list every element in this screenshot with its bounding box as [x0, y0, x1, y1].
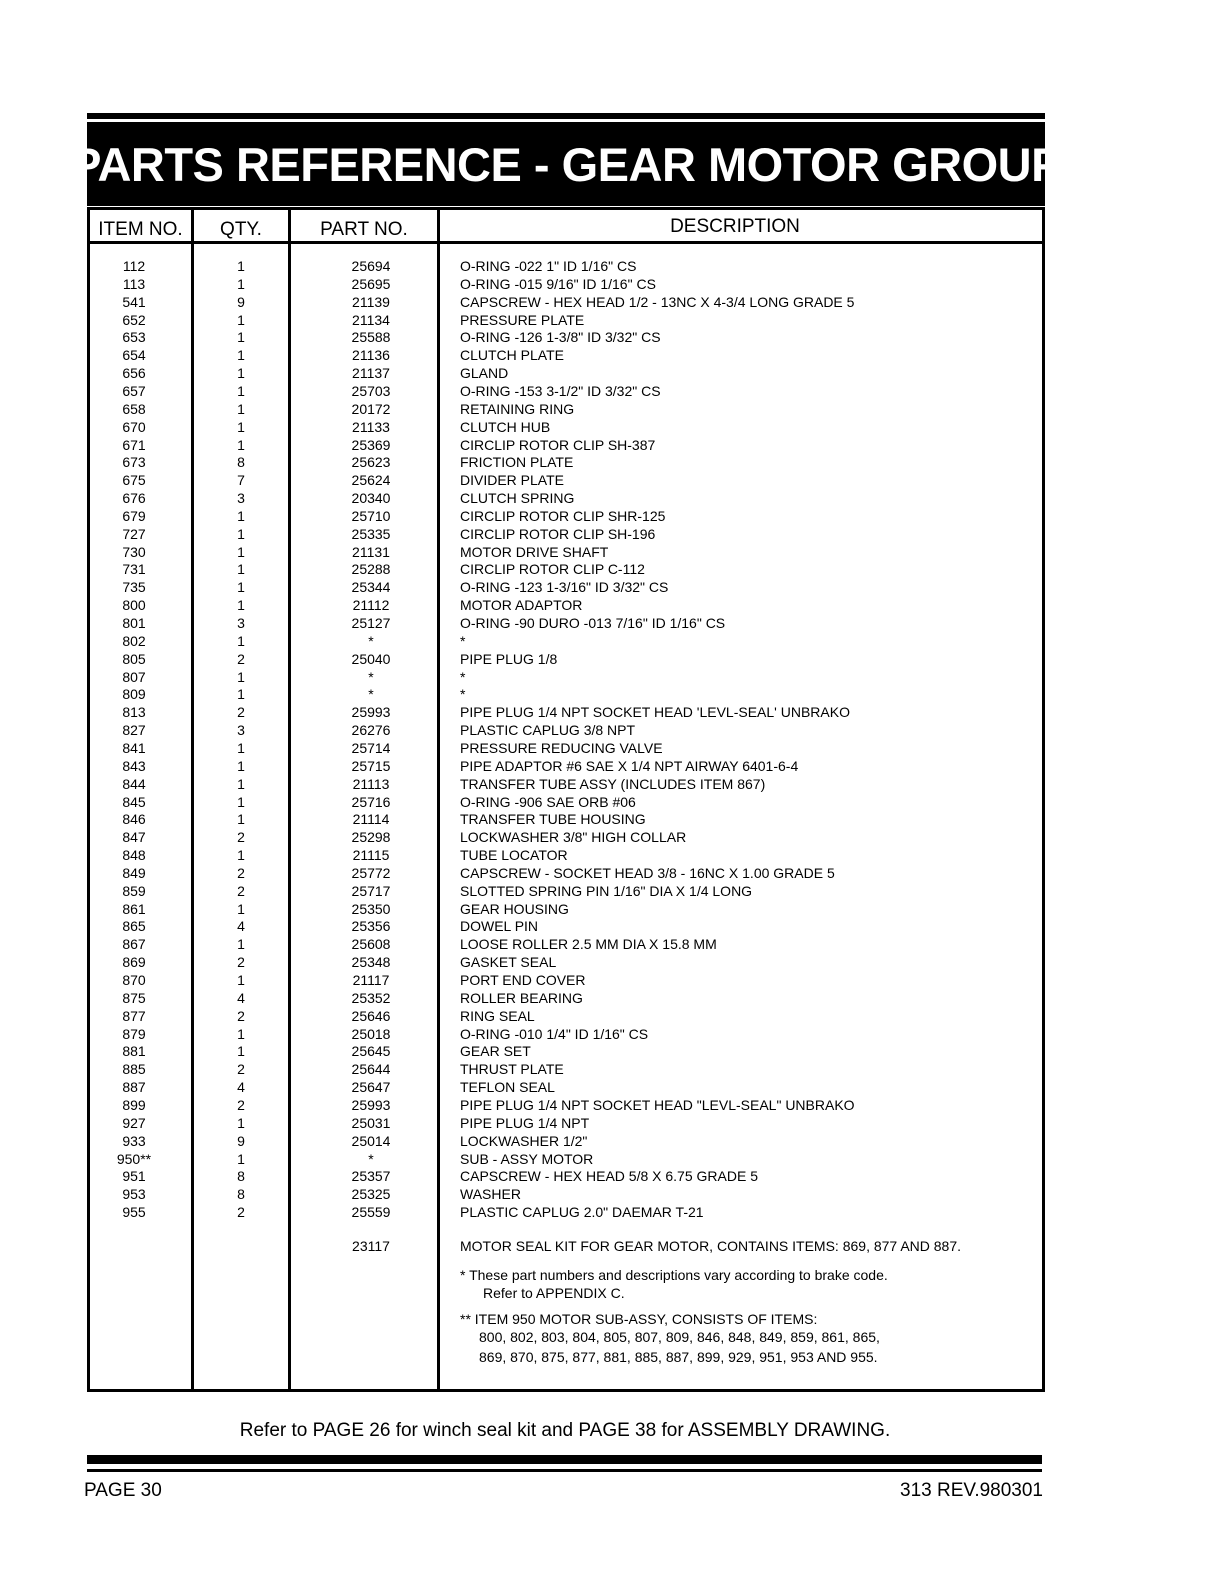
- table-row: [0, 1043, 1224, 1061]
- part-no-cell: *: [368, 1150, 374, 1167]
- part-no-cell: *: [368, 668, 374, 685]
- item-no-cell: 727: [122, 525, 146, 542]
- table-row: [0, 954, 1224, 972]
- part-no-cell: 25335: [351, 525, 391, 542]
- description-cell: TUBE LOCATOR: [460, 847, 568, 864]
- part-no-cell: 25646: [351, 1007, 391, 1024]
- table-row: [0, 740, 1224, 758]
- item-no-cell: 870: [122, 972, 146, 988]
- description-cell: *: [460, 668, 466, 685]
- description-cell: RING SEAL: [460, 1007, 535, 1024]
- bottom-rule-thin: [87, 1469, 1042, 1472]
- item-no-cell: 859: [122, 882, 146, 899]
- page-number: PAGE 30: [84, 1480, 162, 1501]
- part-no-cell: 21134: [352, 311, 390, 328]
- qty-cell: 1: [237, 311, 245, 328]
- qty-cell: 1: [237, 347, 245, 364]
- table-row: [0, 508, 1224, 526]
- part-no-cell: 25298: [351, 829, 391, 846]
- table-row: [0, 383, 1224, 401]
- table-row: [0, 686, 1224, 704]
- item-no-cell: 653: [122, 329, 146, 346]
- table-row: [0, 437, 1224, 455]
- qty-cell: 2: [237, 1061, 245, 1078]
- kit-part-no: 23117: [352, 1238, 390, 1254]
- item-no-cell: 885: [122, 1061, 146, 1078]
- qty-cell: 2: [237, 954, 245, 971]
- qty-cell: 3: [237, 615, 245, 631]
- qty-cell: 1: [237, 579, 245, 596]
- qty-cell: 1: [237, 400, 245, 417]
- part-no-cell: 21133: [352, 418, 390, 435]
- qty-cell: 3: [237, 722, 245, 739]
- description-cell: CLUTCH PLATE: [460, 347, 564, 364]
- qty-cell: 4: [237, 918, 245, 935]
- qty-cell: 2: [237, 882, 245, 899]
- page-title: PARTS REFERENCE - GEAR MOTOR GROUP: [70, 137, 1062, 191]
- table-row: [0, 1151, 1224, 1169]
- description-cell: CAPSCREW - HEX HEAD 1/2 - 13NC X 4-3/4 LONG GRADE 5: [460, 293, 855, 310]
- qty-cell: 1: [237, 275, 245, 292]
- item-no-cell: 899: [122, 1096, 146, 1113]
- table-row: [0, 990, 1224, 1008]
- description-cell: DOWEL PIN: [460, 918, 539, 935]
- part-no-cell: 25772: [351, 864, 391, 881]
- part-no-cell: 25344: [351, 579, 391, 596]
- description-cell: CLUTCH HUB: [460, 418, 551, 435]
- table-row: [0, 811, 1224, 829]
- description-cell: CIRCLIP ROTOR CLIP SH-387: [460, 436, 656, 453]
- header-description: DESCRIPTION: [670, 216, 800, 237]
- table-row: [0, 918, 1224, 936]
- part-no-cell: 25588: [351, 329, 391, 346]
- description-cell: LOOSE ROLLER 2.5 MM DIA X 15.8 MM: [460, 936, 717, 953]
- part-no-cell: 25714: [351, 739, 391, 756]
- table-row: [0, 1204, 1224, 1222]
- item-no-cell: 846: [122, 811, 146, 828]
- item-no-cell: 113: [122, 275, 146, 292]
- part-no-cell: 25710: [351, 507, 391, 524]
- description-cell: O-RING -022 1" ID 1/16" CS: [460, 258, 637, 274]
- qty-cell: 1: [237, 1150, 245, 1167]
- qty-cell: 2: [237, 829, 245, 846]
- table-row: [0, 972, 1224, 990]
- table-row: [0, 419, 1224, 437]
- table-row: [0, 847, 1224, 865]
- description-cell: PORT END COVER: [460, 972, 586, 988]
- part-no-cell: 25993: [351, 1096, 391, 1113]
- qty-cell: 2: [237, 1096, 245, 1113]
- qty-cell: 2: [237, 1204, 245, 1221]
- part-no-cell: 25031: [351, 1114, 391, 1131]
- description-cell: CIRCLIP ROTOR CLIP SH-196: [460, 525, 656, 542]
- part-no-cell: 25357: [351, 1168, 391, 1185]
- description-cell: SUB - ASSY MOTOR: [460, 1150, 594, 1167]
- qty-cell: 1: [237, 543, 245, 560]
- description-cell: TRANSFER TUBE HOUSING: [460, 811, 646, 828]
- part-no-cell: 21136: [352, 347, 390, 364]
- part-no-cell: 25288: [351, 561, 391, 578]
- part-no-cell: 25369: [351, 436, 391, 453]
- table-row: [0, 794, 1224, 812]
- description-cell: PRESSURE REDUCING VALVE: [460, 739, 663, 756]
- qty-cell: 9: [237, 1132, 245, 1149]
- table-row: [0, 1008, 1224, 1026]
- part-no-cell: 25703: [351, 382, 391, 399]
- qty-cell: 4: [237, 1079, 245, 1096]
- kit-row: [0, 1238, 1224, 1256]
- item-no-cell: 809: [122, 686, 146, 703]
- table-row: [0, 865, 1224, 883]
- qty-cell: 1: [237, 900, 245, 917]
- table-row: [0, 829, 1224, 847]
- table-row: [0, 883, 1224, 901]
- table-row: [0, 651, 1224, 669]
- part-no-cell: 25014: [351, 1132, 391, 1149]
- item-no-cell: 845: [122, 793, 146, 810]
- qty-cell: 4: [237, 989, 245, 1006]
- part-no-cell: 21112: [352, 597, 390, 614]
- description-cell: DIVIDER PLATE: [460, 472, 564, 489]
- item-no-cell: 673: [122, 454, 146, 471]
- description-cell: PIPE PLUG 1/4 NPT SOCKET HEAD "LEVL-SEAL" UNBRAKO: [460, 1096, 855, 1113]
- item-no-cell: 950**: [116, 1150, 152, 1167]
- item-no-cell: 657: [122, 382, 146, 399]
- item-no-cell: 656: [122, 365, 146, 382]
- part-no-cell: 25040: [351, 650, 391, 667]
- item-no-cell: 955: [122, 1204, 146, 1221]
- qty-cell: 1: [237, 793, 245, 810]
- qty-cell: 1: [237, 418, 245, 435]
- description-cell: PIPE PLUG 1/4 NPT: [460, 1114, 590, 1131]
- description-cell: MOTOR DRIVE SHAFT: [460, 543, 609, 560]
- table-row: [0, 669, 1224, 687]
- part-no-cell: 25018: [351, 1025, 391, 1042]
- table-row: [0, 561, 1224, 579]
- qty-cell: 1: [237, 739, 245, 756]
- part-no-cell: 21131: [352, 543, 390, 560]
- qty-cell: 1: [237, 507, 245, 524]
- item-no-cell: 652: [122, 311, 146, 328]
- asterisk-note-line2: Refer to APPENDIX C.: [483, 1285, 625, 1301]
- description-cell: PLASTIC CAPLUG 3/8 NPT: [460, 722, 636, 739]
- part-no-cell: 25715: [351, 757, 391, 774]
- description-cell: O-RING -90 DURO -013 7/16" ID 1/16" CS: [460, 615, 726, 631]
- table-row: [0, 758, 1224, 776]
- part-no-cell: *: [368, 686, 374, 703]
- item-no-cell: 805: [122, 650, 146, 667]
- part-no-cell: 25127: [351, 615, 391, 631]
- qty-cell: 2: [237, 650, 245, 667]
- part-no-cell: 25716: [351, 793, 391, 810]
- qty-cell: 1: [237, 258, 245, 274]
- part-no-cell: 25624: [351, 472, 391, 489]
- qty-cell: 2: [237, 864, 245, 881]
- table-row: [0, 704, 1224, 722]
- qty-cell: 1: [237, 972, 245, 988]
- header-part-no: PART NO.: [320, 219, 408, 240]
- part-no-cell: 20340: [351, 490, 391, 507]
- description-cell: PIPE PLUG 1/4 NPT SOCKET HEAD 'LEVL-SEAL' UNBRAKO: [460, 704, 850, 721]
- description-cell: TRANSFER TUBE ASSY (INCLUDES ITEM 867): [460, 775, 766, 792]
- item-no-cell: 675: [122, 472, 146, 489]
- part-no-cell: 25559: [351, 1204, 391, 1221]
- qty-cell: 1: [237, 561, 245, 578]
- description-cell: CIRCLIP ROTOR CLIP C-112: [460, 561, 645, 578]
- item-no-cell: 541: [122, 293, 146, 310]
- description-cell: CAPSCREW - SOCKET HEAD 3/8 - 16NC X 1.00 GRADE 5: [460, 864, 835, 881]
- table-row: [0, 472, 1224, 490]
- description-cell: CAPSCREW - HEX HEAD 5/8 X 6.75 GRADE 5: [460, 1168, 758, 1185]
- part-no-cell: 21114: [352, 811, 390, 828]
- table-row: [0, 901, 1224, 919]
- qty-cell: 1: [237, 757, 245, 774]
- description-cell: PLASTIC CAPLUG 2.0" DAEMAR T-21: [460, 1204, 704, 1221]
- part-no-cell: 25352: [351, 989, 391, 1006]
- description-cell: GEAR SET: [460, 1043, 531, 1060]
- item-no-cell: 827: [122, 722, 146, 739]
- item-no-cell: 953: [122, 1186, 146, 1203]
- table-row: [0, 1097, 1224, 1115]
- description-cell: O-RING -906 SAE ORB #06: [460, 793, 636, 810]
- item-no-cell: 800: [122, 597, 146, 614]
- table-row: [0, 544, 1224, 562]
- item-no-cell: 658: [122, 400, 146, 417]
- item-no-cell: 881: [122, 1043, 146, 1060]
- part-no-cell: 25348: [351, 954, 391, 971]
- description-cell: WASHER: [460, 1186, 521, 1203]
- double-asterisk-note-line1: ** ITEM 950 MOTOR SUB-ASSY, CONSISTS OF ITEMS:: [460, 1311, 818, 1327]
- part-no-cell: 21115: [352, 847, 390, 864]
- part-no-cell: 21117: [352, 972, 390, 988]
- table-row: [0, 329, 1224, 347]
- description-cell: GASKET SEAL: [460, 954, 557, 971]
- item-no-cell: 802: [122, 632, 146, 649]
- table-row: [0, 258, 1224, 276]
- part-no-cell: 21139: [352, 293, 390, 310]
- qty-cell: 7: [237, 472, 245, 489]
- qty-cell: 1: [237, 365, 245, 382]
- qty-cell: 1: [237, 686, 245, 703]
- table-row: [0, 294, 1224, 312]
- description-cell: TEFLON SEAL: [460, 1079, 555, 1096]
- part-no-cell: 25717: [351, 882, 391, 899]
- item-no-cell: 933: [122, 1132, 146, 1149]
- description-cell: O-RING -010 1/4" ID 1/16" CS: [460, 1025, 649, 1042]
- part-no-cell: 25623: [351, 454, 391, 471]
- part-no-cell: 25694: [351, 258, 391, 274]
- description-cell: PIPE PLUG 1/8: [460, 650, 558, 667]
- bottom-rule-thick: [87, 1455, 1042, 1464]
- qty-cell: 1: [237, 525, 245, 542]
- qty-cell: 1: [237, 632, 245, 649]
- part-no-cell: 25350: [351, 900, 391, 917]
- table-row: [0, 597, 1224, 615]
- table-row: [0, 1186, 1224, 1204]
- table-row: [0, 1168, 1224, 1186]
- table-row: [0, 312, 1224, 330]
- item-no-cell: 841: [122, 739, 146, 756]
- item-no-cell: 847: [122, 829, 146, 846]
- item-no-cell: 867: [122, 936, 146, 953]
- qty-cell: 9: [237, 293, 245, 310]
- table-row: [0, 579, 1224, 597]
- title-banner: [70, 122, 1062, 206]
- item-no-cell: 801: [122, 615, 146, 631]
- kit-description: MOTOR SEAL KIT FOR GEAR MOTOR, CONTAINS ITEMS: 869, 877 AND 887.: [460, 1238, 962, 1254]
- item-no-cell: 676: [122, 490, 146, 507]
- description-cell: THRUST PLATE: [460, 1061, 564, 1078]
- qty-cell: 1: [237, 329, 245, 346]
- double-asterisk-note-line3: 869, 870, 875, 877, 881, 885, 887, 899, 929, 951, 953 AND 955.: [479, 1349, 878, 1365]
- header-divider: [87, 241, 1045, 244]
- qty-cell: 1: [237, 1025, 245, 1042]
- description-cell: O-RING -126 1-3/8" ID 3/32" CS: [460, 329, 661, 346]
- part-no-cell: 21137: [352, 365, 390, 382]
- top-rule: [87, 113, 1045, 119]
- table-row: [0, 1079, 1224, 1097]
- table-row: [0, 454, 1224, 472]
- item-no-cell: 730: [122, 543, 146, 560]
- item-no-cell: 731: [122, 561, 146, 578]
- item-no-cell: 887: [122, 1079, 146, 1096]
- item-no-cell: 671: [122, 436, 146, 453]
- item-no-cell: 735: [122, 579, 146, 596]
- description-cell: FRICTION PLATE: [460, 454, 574, 471]
- table-row: [0, 490, 1224, 508]
- description-cell: *: [460, 632, 466, 649]
- qty-cell: 1: [237, 597, 245, 614]
- item-no-cell: 807: [122, 668, 146, 685]
- item-no-cell: 112: [122, 258, 146, 274]
- item-no-cell: 848: [122, 847, 146, 864]
- description-cell: GEAR HOUSING: [460, 900, 569, 917]
- part-no-cell: 25647: [351, 1079, 391, 1096]
- asterisk-note-line1: * These part numbers and descriptions vary according to brake code.: [460, 1267, 888, 1283]
- description-cell: MOTOR ADAPTOR: [460, 597, 583, 614]
- item-no-cell: 879: [122, 1025, 146, 1042]
- part-no-cell: 21113: [352, 775, 390, 792]
- qty-cell: 8: [237, 1168, 245, 1185]
- part-no-cell: 25695: [351, 275, 391, 292]
- table-row: [0, 365, 1224, 383]
- part-no-cell: 26276: [351, 722, 391, 739]
- qty-cell: 2: [237, 704, 245, 721]
- qty-cell: 1: [237, 847, 245, 864]
- table-row: [0, 401, 1224, 419]
- header-item-no: ITEM NO.: [98, 219, 183, 240]
- description-cell: O-RING -123 1-3/16" ID 3/32" CS: [460, 579, 669, 596]
- item-no-cell: 679: [122, 507, 146, 524]
- description-cell: CLUTCH SPRING: [460, 490, 575, 507]
- item-no-cell: 927: [122, 1114, 146, 1131]
- part-no-cell: 25356: [351, 918, 391, 935]
- description-cell: SLOTTED SPRING PIN 1/16" DIA X 1/4 LONG: [460, 882, 753, 899]
- description-cell: GLAND: [460, 365, 509, 382]
- description-cell: RETAINING RING: [460, 400, 575, 417]
- qty-cell: 1: [237, 936, 245, 953]
- qty-cell: 8: [237, 1186, 245, 1203]
- qty-cell: 1: [237, 382, 245, 399]
- qty-cell: 1: [237, 1114, 245, 1131]
- item-no-cell: 869: [122, 954, 146, 971]
- description-cell: *: [460, 686, 466, 703]
- qty-cell: 1: [237, 811, 245, 828]
- header-qty: QTY.: [220, 219, 262, 240]
- description-cell: O-RING -015 9/16" ID 1/16" CS: [460, 275, 656, 292]
- description-cell: PRESSURE PLATE: [460, 311, 585, 328]
- item-no-cell: 849: [122, 864, 146, 881]
- table-row: [0, 1115, 1224, 1133]
- qty-cell: 3: [237, 490, 245, 507]
- qty-cell: 1: [237, 1043, 245, 1060]
- item-no-cell: 670: [122, 418, 146, 435]
- item-no-cell: 865: [122, 918, 146, 935]
- description-cell: CIRCLIP ROTOR CLIP SHR-125: [460, 507, 666, 524]
- table-row: [0, 936, 1224, 954]
- table-row: [0, 347, 1224, 365]
- item-no-cell: 844: [122, 775, 146, 792]
- part-no-cell: 25644: [351, 1061, 391, 1078]
- item-no-cell: 654: [122, 347, 146, 364]
- revision-code: 313 REV.980301: [900, 1480, 1043, 1501]
- part-no-cell: 25325: [351, 1186, 391, 1203]
- qty-cell: 8: [237, 454, 245, 471]
- item-no-cell: 843: [122, 757, 146, 774]
- qty-cell: 2: [237, 1007, 245, 1024]
- table-row: [0, 1061, 1224, 1079]
- table-row: [0, 615, 1224, 633]
- item-no-cell: 861: [122, 900, 146, 917]
- table-row: [0, 1133, 1224, 1151]
- double-asterisk-note-line2: 800, 802, 803, 804, 805, 807, 809, 846, 848, 849, 859, 861, 865,: [479, 1329, 880, 1345]
- part-no-cell: 25608: [351, 936, 391, 953]
- part-no-cell: *: [368, 632, 374, 649]
- description-cell: LOCKWASHER 3/8" HIGH COLLAR: [460, 829, 687, 846]
- qty-cell: 1: [237, 668, 245, 685]
- table-row: [0, 633, 1224, 651]
- description-cell: O-RING -153 3-1/2" ID 3/32" CS: [460, 382, 661, 399]
- qty-cell: 1: [237, 775, 245, 792]
- item-no-cell: 951: [122, 1168, 146, 1185]
- table-row: [0, 776, 1224, 794]
- description-cell: ROLLER BEARING: [460, 989, 583, 1006]
- table-row: [0, 722, 1224, 740]
- part-no-cell: 20172: [351, 400, 391, 417]
- reference-note: Refer to PAGE 26 for winch seal kit and PAGE 38 for ASSEMBLY DRAWING.: [239, 1420, 891, 1441]
- description-cell: PIPE ADAPTOR #6 SAE X 1/4 NPT AIRWAY 6401-6-4: [460, 757, 799, 774]
- item-no-cell: 875: [122, 989, 146, 1006]
- table-row: [0, 526, 1224, 544]
- part-no-cell: 25993: [351, 704, 391, 721]
- part-no-cell: 25645: [351, 1043, 391, 1060]
- item-no-cell: 813: [122, 704, 146, 721]
- table-row: [0, 1026, 1224, 1044]
- description-cell: LOCKWASHER 1/2": [460, 1132, 588, 1149]
- item-no-cell: 877: [122, 1007, 146, 1024]
- table-row: [0, 276, 1224, 294]
- qty-cell: 1: [237, 436, 245, 453]
